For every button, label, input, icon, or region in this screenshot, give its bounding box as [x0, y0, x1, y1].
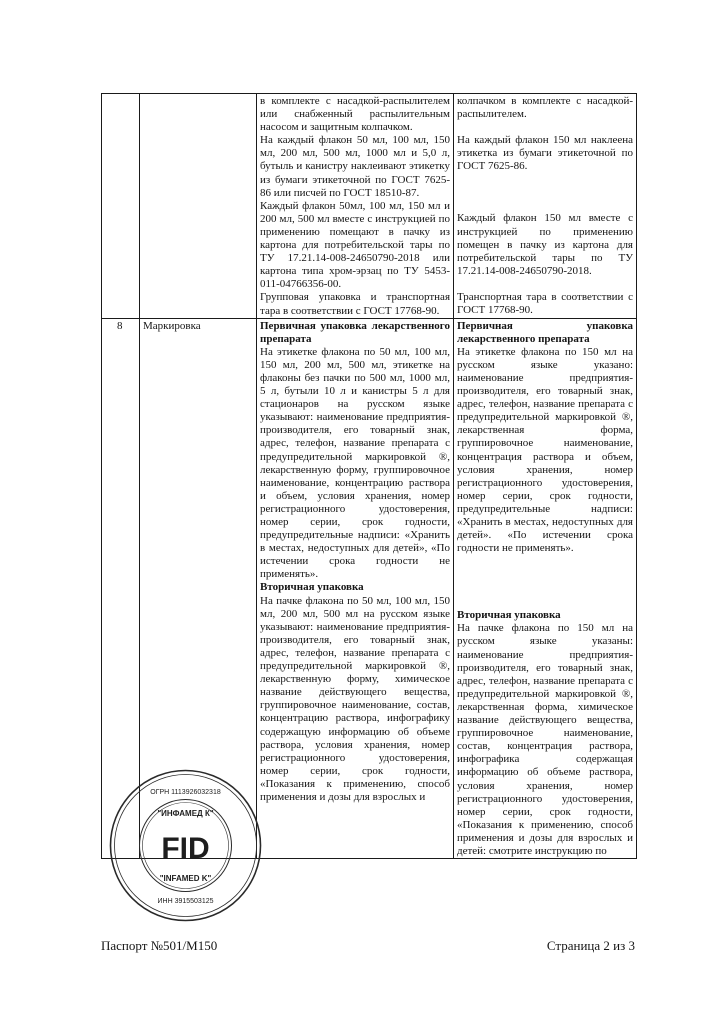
primary-packaging-heading: Первичная упаковка лекарственного препарата — [457, 319, 633, 345]
packaging-spec-text: Каждый флакон 50мл, 100 мл, 150 мл и 200 мл, 500 мл вместе с инструкцией по применению помещают в пачку из картона для потребительской тары по ТУ 17.21.14-008-24650790-2018 или картона типа хром-эрзац по ТУ 5453-011-04766356-00. — [260, 199, 450, 291]
row-name-cell — [140, 94, 257, 319]
packaging-spec-cell — [257, 94, 454, 319]
secondary-packaging-heading: Вторичная упаковка — [260, 581, 364, 594]
marking-spec-cell — [257, 318, 454, 858]
page-number: Страница 2 из 3 — [546, 938, 635, 953]
marking-actual-cell — [454, 318, 637, 858]
company-stamp — [108, 768, 263, 923]
secondary-packaging-text: На пачке флакона по 150 мл на русском языке указаны: наименование предприятия-производителя, его товарный знак, адрес, телефон, название препарата с предупредительной маркировкой ®, лекарственная форма, химическое название действующего вещества, группировочное наименование, состав, концентрация раствора, инфографика содержащая информацию об объеме раствора, условия хранения, номер регистрационного удостоверения, номер серии, срок годности, «Показания к применению, способ применения и дозы для взрослых и детей: смотрите инструкцию по — [457, 622, 633, 857]
row-number-cell — [102, 94, 140, 319]
secondary-packaging-text: На пачке флакона по 50 мл, 100 мл, 150 мл, 200 мл, 500 мл на русском языке указывают: наименование предприятия-производителя, его товарный знак, адрес, телефон, название препарата с предупредительной маркировкой ®, лекарственную форму, химическое название действующего вещества, группировочное наименование, состав, концентрацию раствора, инфографику содержащую информацию об объеме раствора, условия хранения, номер регистрационного удостоверения, номер серии, срок годности, «Показания к применению, способ применения и дозы для взрослых и — [260, 594, 450, 803]
packaging-actual-text: Транспортная тара в соответствии с ГОСТ 17768-90. — [457, 290, 633, 317]
packaging-actual-text: колпачком в комплекте с насадкой-распылителем. — [457, 95, 633, 121]
packaging-spec-text: в комплекте с насадкой-распылителем или снабженный распылительным насосом и защитным колпачком. — [260, 95, 450, 134]
stamp-inn: ИНН 3915503125 — [157, 898, 214, 905]
primary-packaging-text: На этикетке флакона по 150 мл на русском языке указано: наименование предприятия-производителя, его товарный знак, адрес, телефон, название препарата с предупредительной маркировкой ®, лекарственная форма, группировочное наименование, концентрация раствора и объем, условия хранения, номер регистрационного удостоверения, номер серии, срок годности, предупредительные надписи: «Хранить в местах, недоступных для детей». «По истечении срока годности не применять». — [457, 345, 633, 555]
stamp-company-name-latin: "INFAMED K" — [159, 874, 212, 883]
passport-number: Паспорт №501/М150 — [101, 938, 218, 953]
stamp-ogrn: ОГРН 1113926032318 — [150, 789, 221, 796]
packaging-actual-text: На каждый флакон 150 мл наклеена этикетка из бумаги этикеточной по ГОСТ 7625-86. — [457, 134, 633, 173]
primary-packaging-heading: Первичная упаковка лекарственного препарата — [260, 319, 450, 345]
table-row-packaging — [102, 94, 637, 319]
stamp-company-name: "ИНФАМЕД К" — [157, 809, 214, 818]
row-name-cell: Маркировка — [140, 318, 257, 858]
stamp-logo: FID — [161, 832, 210, 865]
row-number-cell: 8 — [102, 318, 140, 858]
packaging-spec-text: На каждый флакон 50 мл, 100 мл, 150 мл, 200 мл, 500 мл, 1000 мл и 5,0 л, бутыль и канистру наклеивают этикетку из бумаги этикеточной по ГОСТ 7625-86 или писчей по ГОСТ 18510-87. — [260, 134, 450, 199]
secondary-packaging-heading: Вторичная упаковка — [457, 609, 561, 622]
primary-packaging-text: На этикетке флакона по 50 мл, 100 мл, 150 мл, 200 мл, 500 мл, этикетке на флаконы без пачки по 500 мл, 1000 мл, 5 л, бутыли 10 л и канистры 5 л для стационаров на русском языке указывают: наименование предприятия-производителя, его товарный знак, адрес, телефон, название препарата с предупредительной маркировкой ®, лекарственную форму, группировочное наименование, концентрацию раствора и объем, условия хранения, номер регистрационного удостоверения, номер серии, срок годности, предупредительные надписи: «Хранить в местах, недоступных для детей», «По истечении срока годности не применять». — [260, 345, 450, 581]
passport-table — [101, 93, 637, 859]
packaging-actual-cell — [454, 94, 637, 319]
packaging-actual-text: Каждый флакон 150 мл вместе с инструкцией по применению помещен в пачку из картона для потребительской тары по ТУ 17.21.14-008-24650790-2018. — [457, 212, 633, 277]
packaging-spec-text: Групповая упаковка и транспортная тара в соответствии с ГОСТ 17768-90. — [260, 291, 450, 317]
